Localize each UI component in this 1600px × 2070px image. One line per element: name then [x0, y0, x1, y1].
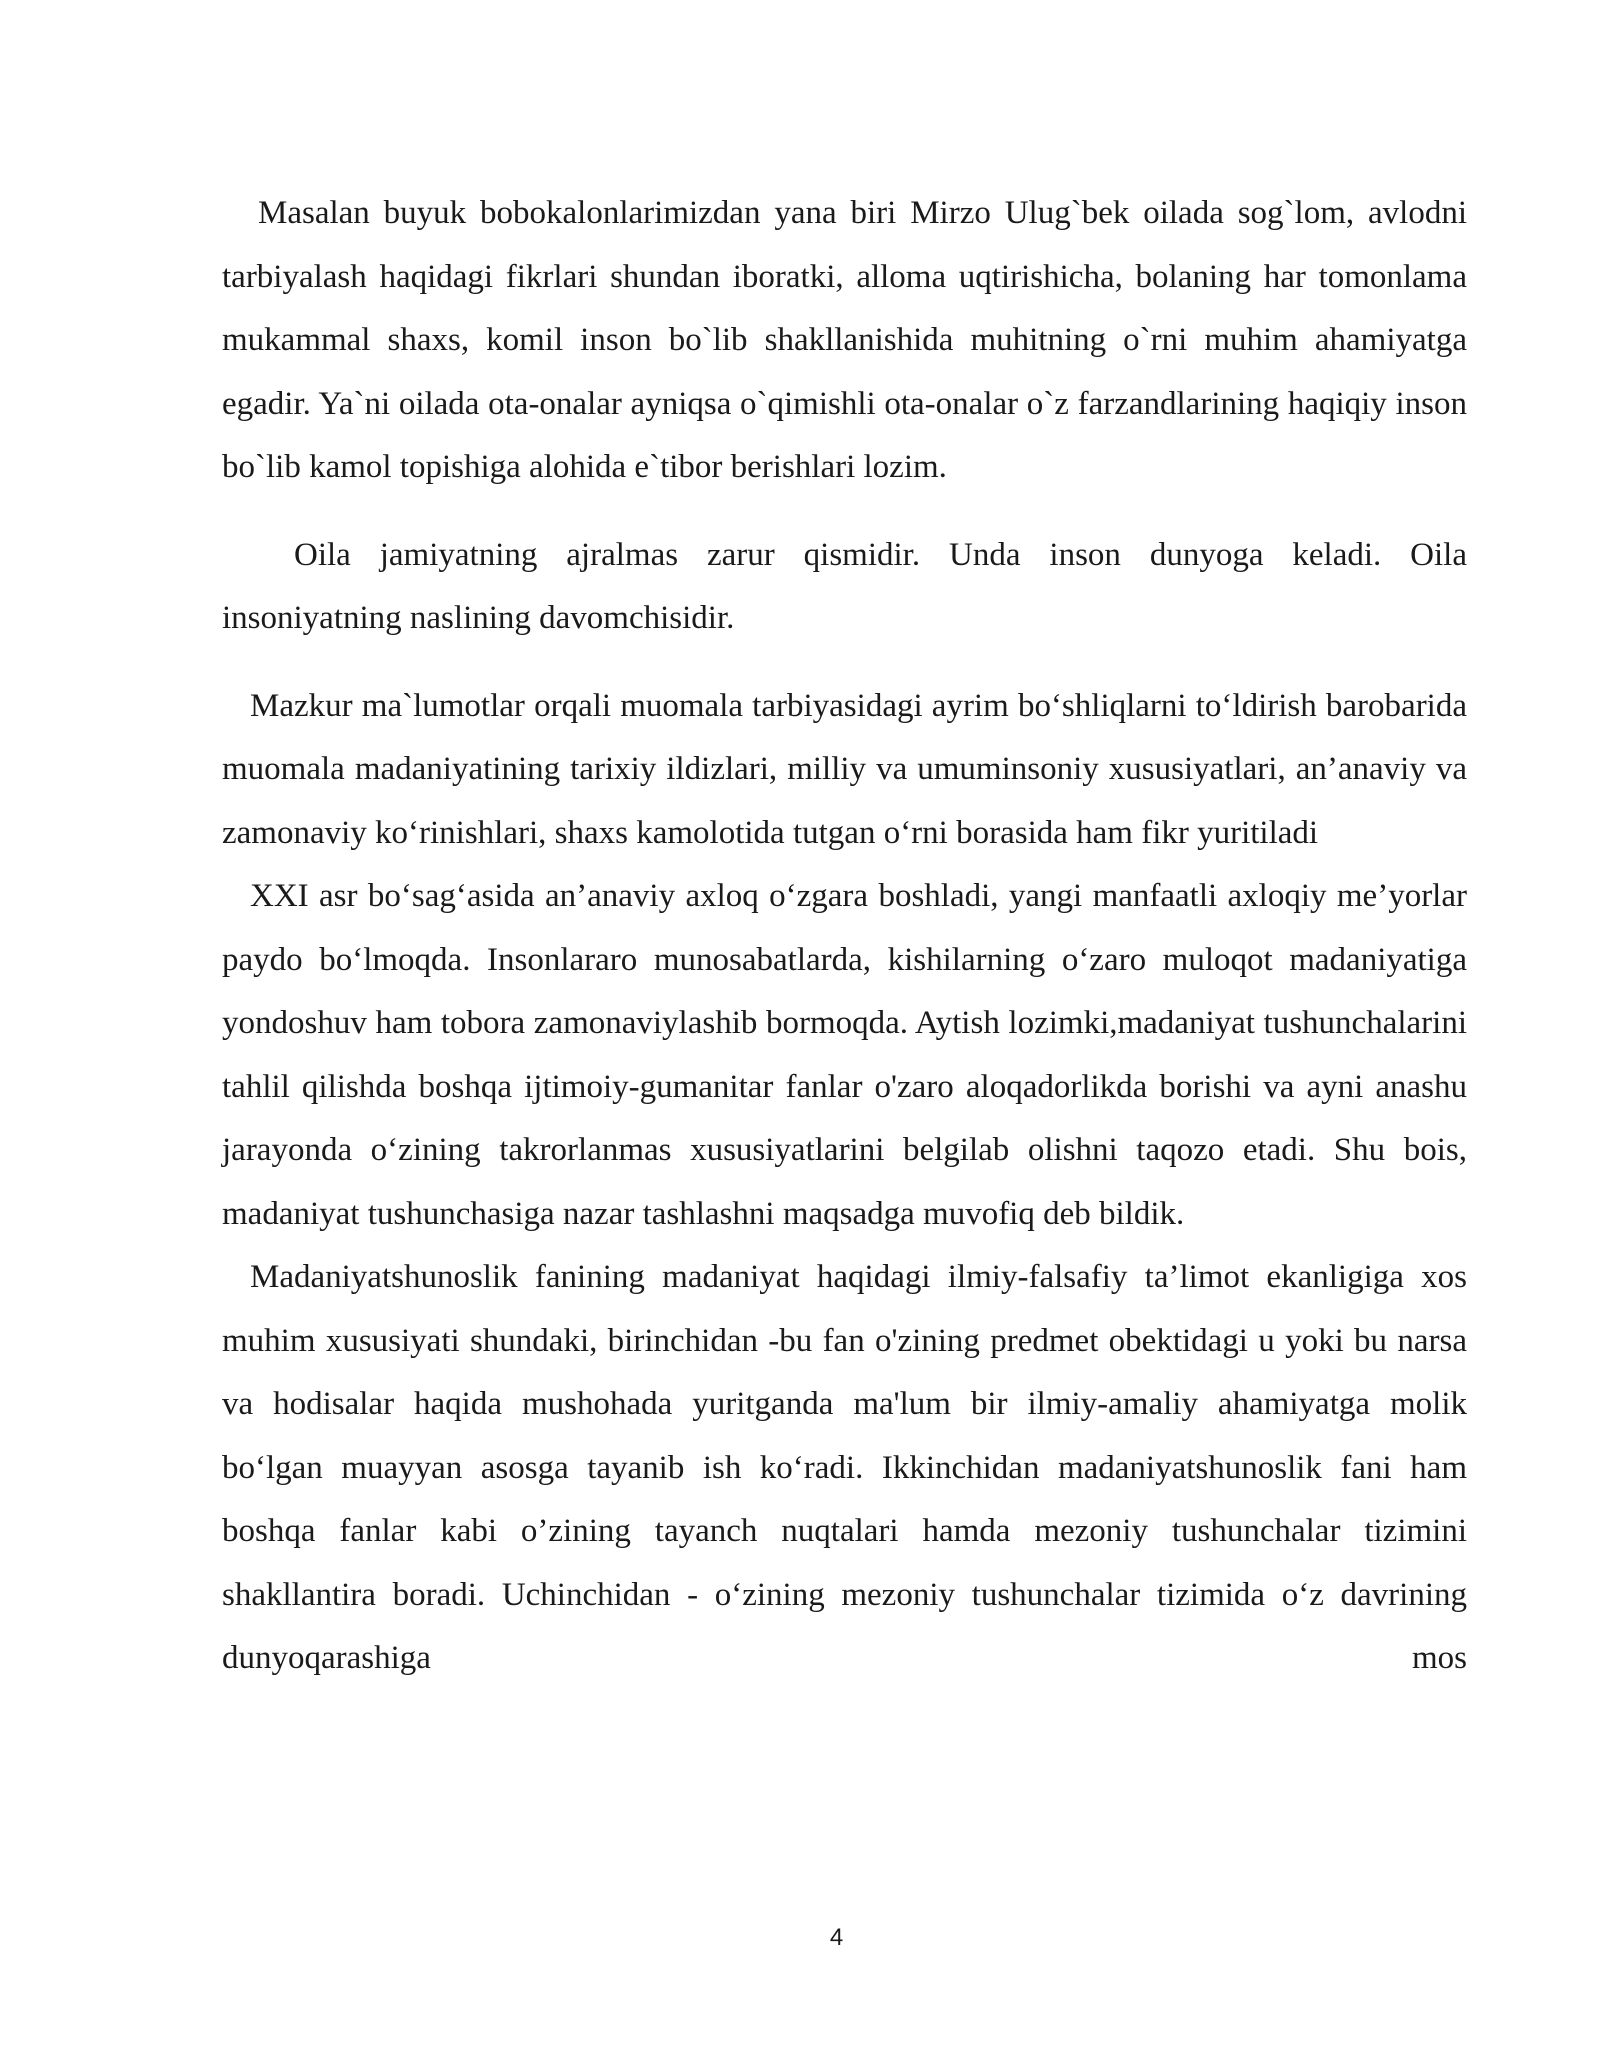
page-body: [222, 182, 1467, 1691]
paragraph-xxi-asr: XXI asr bo‘sag‘asida an’anaviy axloq o‘zgara boshladi, yangi manfaatli axloqiy me’yorlar paydo bo‘lmoqda. Insonlararo munosabatlarda, kishilarning o‘zaro muloqot madaniyatiga yondoshuv ham tobora zamonaviylashib bormoqda. Aytish lozimki,madaniyat tushunchalarini tahlil qilishda boshqa ijtimoiy-gumanitar fanlar o'zaro aloqadorlikda borishi va ayni anashu jarayonda o‘zining takrorlanmas xususiyatlarini belgilab olishni taqozo etadi. Shu bois, madaniyat tushunchasiga nazar tashlashni maqsadga muvofiq deb bildik.: [222, 878, 1467, 1232]
paragraph-oila: Oila jamiyatning ajralmas zarur qismidir. Unda inson dunyoga keladi. Oila insoniyatning naslining davomchisidir.: [222, 536, 1467, 636]
paragraph-mazkur: Mazkur ma`lumotlar orqali muomala tarbiyasidagi ayrim bo‘shliqlarni to‘ldirish barobarida muomala madaniyatining tarixiy ildizlari, milliy va umuminsoniy xususiyatlari, an’anaviy va zamonaviy ko‘rinishlari, shaxs kamolotida tutgan o‘rni borasida ham fikr yuritiladi: [222, 687, 1467, 851]
paragraph-madaniyatshunoslik: Madaniyatshunoslik fanining madaniyat haqidagi ilmiy-falsafiy ta’limot ekanligiga xos muhim xususiyati shundaki, birinchidan -bu fan o'zining predmet obektidagi u yoki bu narsa va hodisalar haqida mushohada yuritganda ma'lum bir ilmiy-amaliy ahamiyatga molik bo‘lgan muayyan asosga tayanib ish ko‘radi. Ikkinchidan madaniyatshunoslik fani ham boshqa fanlar kabi o’zining tayanch nuqtalari hamda mezoniy tushunchalar tizimini shakllantira boradi. Uchinchidan - o‘zining mezoniy tushunchalar tizimida o‘z davrining dunyoqarashiga mos: [222, 1259, 1467, 1676]
paragraph-ulugbek: Masalan buyuk bobokalonlarimizdan yana biri Mirzo Ulug`bek oilada sog`lom, avlodni tarbiyalash haqidagi fikrlari shundan iboratki, alloma uqtirishicha, bolaning har tomonlama mukammal shaxs, komil inson bo`lib shakllanishida muhitning o`rni muhim ahamiyatga egadir. Ya`ni oilada ota-onalar ayniqsa o`qimishli ota-onalar o`z farzandlarining haqiqiy inson bo`lib kamol topishiga alohida e`tibor berishlari lozim.: [222, 195, 1467, 485]
page-number: 4: [829, 1924, 844, 1951]
